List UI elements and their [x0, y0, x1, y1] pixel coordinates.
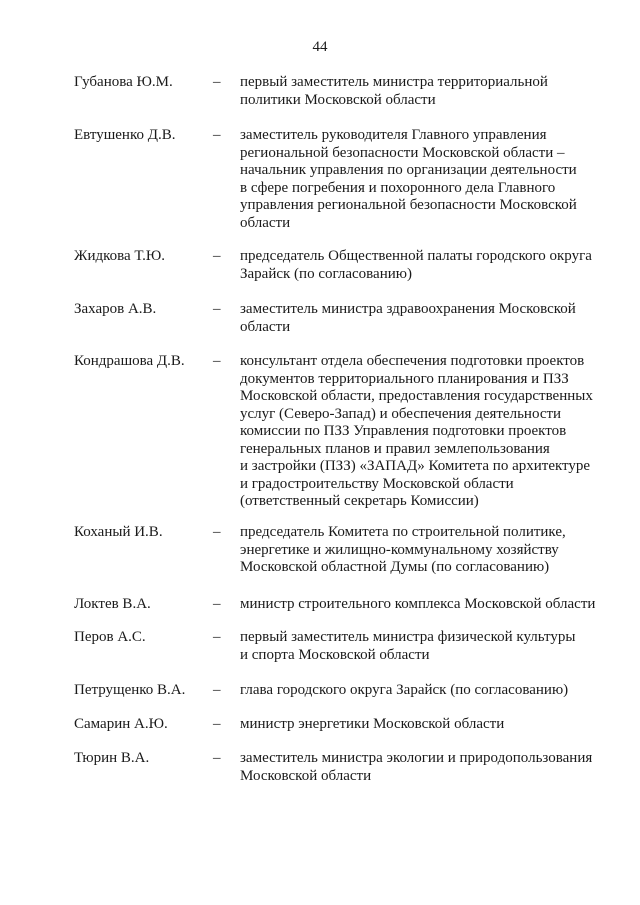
position-line: и спорта Московской области	[240, 646, 430, 663]
dash-separator: –	[213, 301, 221, 317]
dash-separator: –	[213, 716, 221, 732]
dash-separator: –	[213, 682, 221, 698]
dash-separator: –	[213, 750, 221, 766]
member-name: Жидкова Т.Ю.	[74, 248, 165, 264]
member-position	[240, 301, 620, 336]
position-line: министр энергетики Московской области	[240, 716, 505, 732]
member-name: Тюрин В.А.	[74, 750, 150, 766]
member-name: Захаров А.В.	[74, 301, 157, 317]
member-position	[240, 596, 620, 614]
position-line: генеральных планов и правил землепользования	[240, 440, 550, 457]
member-name: Перов А.С.	[74, 629, 146, 645]
dash-separator: –	[213, 127, 221, 143]
position-line: председатель Комитета по строительной политике,	[240, 524, 566, 540]
position-line: Московской области, предоставления государственных	[240, 388, 593, 404]
member-position	[240, 682, 620, 700]
dash-separator: –	[213, 248, 221, 264]
position-line: министр строительного комплекса Московской области	[240, 596, 596, 612]
position-line: документов территориального планирования и ПЗЗ	[240, 370, 569, 387]
position-line: консультант отдела обеспечения подготовки проектов	[240, 353, 585, 369]
position-line: Московской области	[240, 767, 372, 784]
position-line: и градостроительству Московской области	[240, 475, 514, 492]
position-line: Зарайск (по согласованию)	[240, 265, 412, 282]
position-line: первый заместитель министра территориальной	[240, 74, 548, 90]
member-position	[240, 524, 620, 577]
dash-separator: –	[213, 524, 221, 540]
member-position	[240, 127, 620, 232]
position-line: региональной безопасности Московской области –	[240, 144, 565, 161]
member-position	[240, 248, 620, 283]
position-line: заместитель руководителя Главного управления	[240, 127, 547, 143]
dash-separator: –	[213, 74, 221, 90]
dash-separator: –	[213, 629, 221, 645]
member-position	[240, 74, 620, 109]
dash-separator: –	[213, 596, 221, 612]
position-line: глава городского округа Зарайск (по согласованию)	[240, 682, 569, 698]
position-line: (ответственный секретарь Комиссии)	[240, 493, 479, 509]
member-name: Локтев В.А.	[74, 596, 151, 612]
position-line: первый заместитель министра физической культуры	[240, 629, 576, 645]
position-line: Московской областной Думы (по согласованию)	[240, 559, 550, 575]
position-line: заместитель министра здравоохранения Московской	[240, 301, 576, 317]
position-line: услуг (Северо-Запад) и обеспечения деятельности	[240, 405, 562, 422]
position-line: области	[240, 214, 291, 231]
member-position	[240, 750, 620, 785]
page-number: 44	[312, 39, 328, 55]
position-line: области	[240, 318, 291, 335]
member-name: Самарин А.Ю.	[74, 716, 168, 732]
dash-separator: –	[213, 353, 221, 369]
position-line: председатель Общественной палаты городского округа	[240, 248, 592, 264]
position-line: начальник управления по организации деятельности	[240, 162, 577, 178]
position-line: в сфере погребения и похоронного дела Главного	[240, 179, 556, 196]
member-name: Коханый И.В.	[74, 524, 163, 540]
position-line: заместитель министра экологии и природопользования	[240, 750, 593, 766]
member-name: Евтушенко Д.В.	[74, 127, 176, 143]
member-name: Кондрашова Д.В.	[74, 353, 185, 369]
member-name: Губанова Ю.М.	[74, 74, 173, 90]
member-position	[240, 353, 620, 511]
position-line: энергетике и жилищно-коммунальному хозяйству	[240, 541, 559, 558]
position-line: политики Московской области	[240, 91, 436, 108]
position-line: управления региональной безопасности Московской	[240, 197, 577, 213]
position-line: и застройки (ПЗЗ) «ЗАПАД» Комитета по архитектуре	[240, 458, 591, 474]
member-name: Петрущенко В.А.	[74, 682, 186, 698]
member-position	[240, 716, 620, 734]
member-position	[240, 629, 620, 664]
position-line: комиссии по ПЗЗ Управления подготовки проектов	[240, 423, 567, 439]
